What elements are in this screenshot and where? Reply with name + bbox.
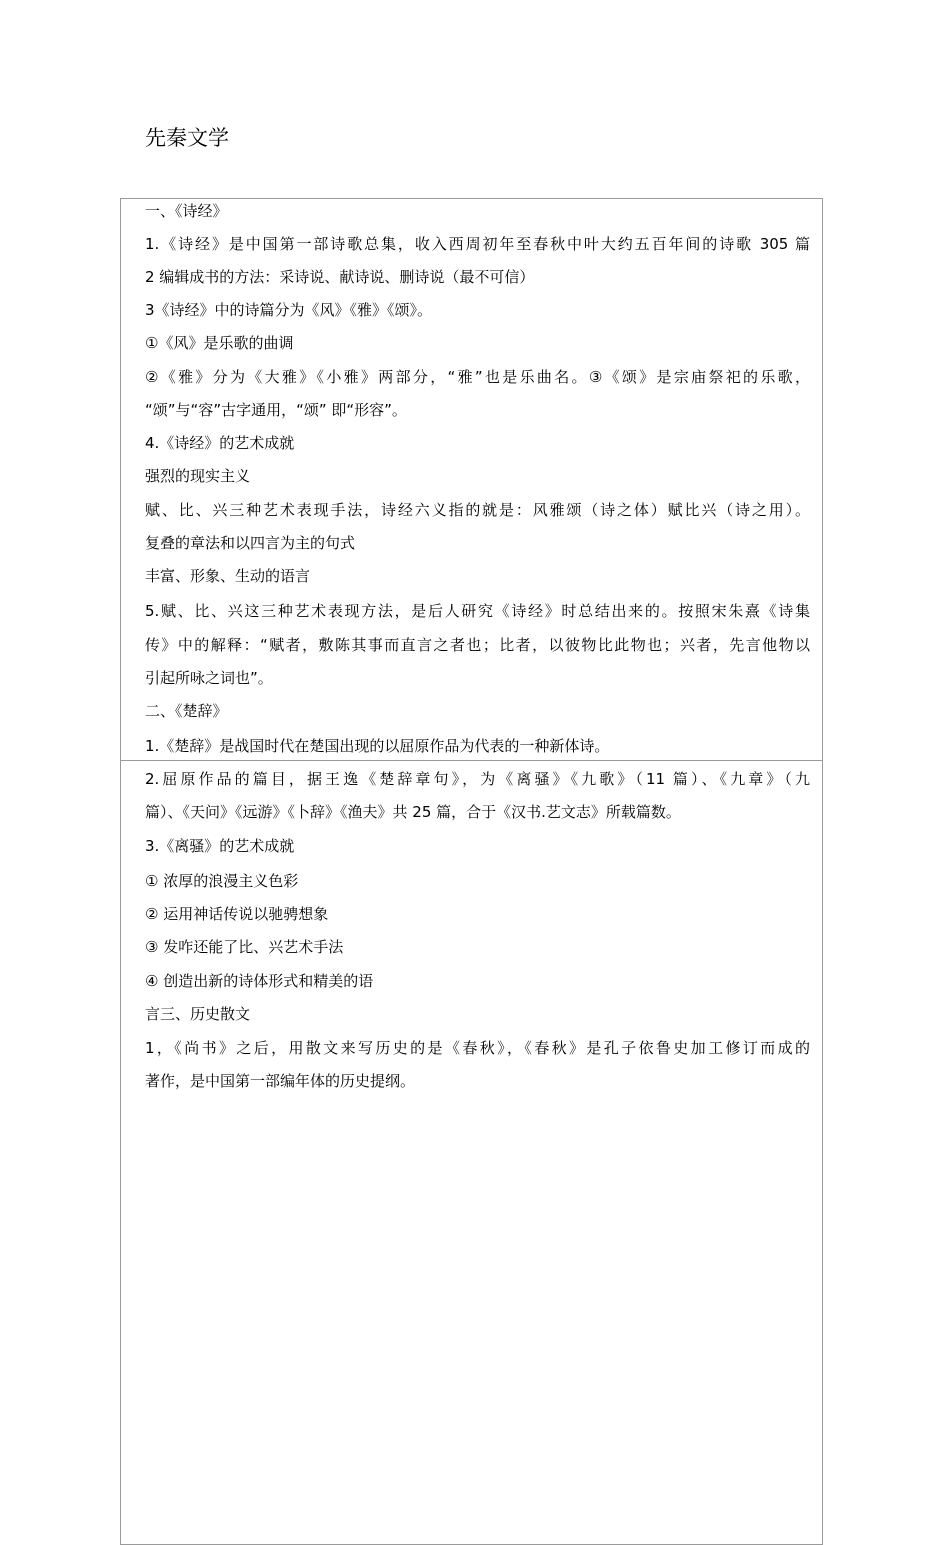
paragraph-line: 5.赋、比、兴这三种艺术表现方法，是后人研究《诗经》时总结出来的。按照宋朱熹《诗集 [145, 602, 810, 620]
paragraph-line: 著作，是中国第一部编年体的历史提纲。 [145, 1072, 416, 1090]
section-heading-shijing: 一、《诗经》 [145, 202, 228, 220]
list-item: ③ 发咋还能了比、兴艺术手法 [145, 938, 344, 956]
paragraph-line: 3《诗经》中的诗篇分为《风》《雅》《颂》。 [145, 301, 433, 319]
paragraph-line: ①《风》是乐歌的曲调 [145, 334, 294, 352]
section-heading-chuci: 二、《楚辞》 [145, 702, 228, 720]
paragraph-line: 丰富、形象、生动的语言 [145, 567, 311, 585]
paragraph-line: 引起所咏之词也”。 [145, 669, 273, 687]
section-heading-history-prose: 言三、历史散文 [145, 1005, 251, 1023]
paragraph-line: ②《雅》分为《大雅》《小雅》两部分，“雅”也是乐曲名。③《颂》是宗庙祭祀的乐歌， [145, 368, 810, 386]
paragraph-line: 1，《尚书》之后，用散文来写历史的是《春秋》，《春秋》是孔子依鲁史加工修订而成的 [145, 1039, 810, 1057]
list-item: ① 浓厚的浪漫主义色彩 [145, 872, 299, 890]
paragraph-line: 1.《楚辞》是战国时代在楚国出现的以屈原作品为代表的一种新体诗。 [145, 737, 610, 755]
paragraph-line: 2 编辑成书的方法：采诗说、献诗说、删诗说（最不可信） [145, 268, 535, 286]
list-item: ② 运用神话传说以驰骋想象 [145, 905, 329, 923]
paragraph-line: 赋、比、兴三种艺术表现手法，诗经六义指的就是：风雅颂（诗之体）赋比兴（诗之用）。 [145, 501, 810, 519]
paragraph-line: 篇）、《天问》《远游》《卜辞》《渔夫》共 25 篇，合于《汉书.艺文志》所载篇数。 [145, 803, 681, 821]
paragraph-line: 2.屈原作品的篇目，据王逸《楚辞章句》，为《离骚》《九歌》（11 篇）、《九章》（九 [145, 770, 810, 788]
list-item: ④ 创造出新的诗体形式和精美的语 [145, 972, 374, 990]
paragraph-line: “颂”与“容”古字通用，“颂” 即“形容”。 [145, 401, 407, 419]
paragraph-line: 传》中的解释：“赋者，敷陈其事而直言之者也；比者，以彼物比此物也；兴者，先言他物以 [145, 636, 810, 654]
paragraph-line: 1.《诗经》是中国第一部诗歌总集，收入西周初年至春秋中叶大约五百年间的诗歌 305 篇 [145, 235, 810, 253]
paragraph-line: 4.《诗经》的艺术成就 [145, 434, 295, 452]
paragraph-line: 复叠的章法和以四言为主的句式 [145, 534, 356, 552]
page-title: 先秦文学 [145, 126, 229, 150]
paragraph-line: 3.《离骚》的艺术成就 [145, 837, 295, 855]
paragraph-line: 强烈的现实主义 [145, 467, 251, 485]
